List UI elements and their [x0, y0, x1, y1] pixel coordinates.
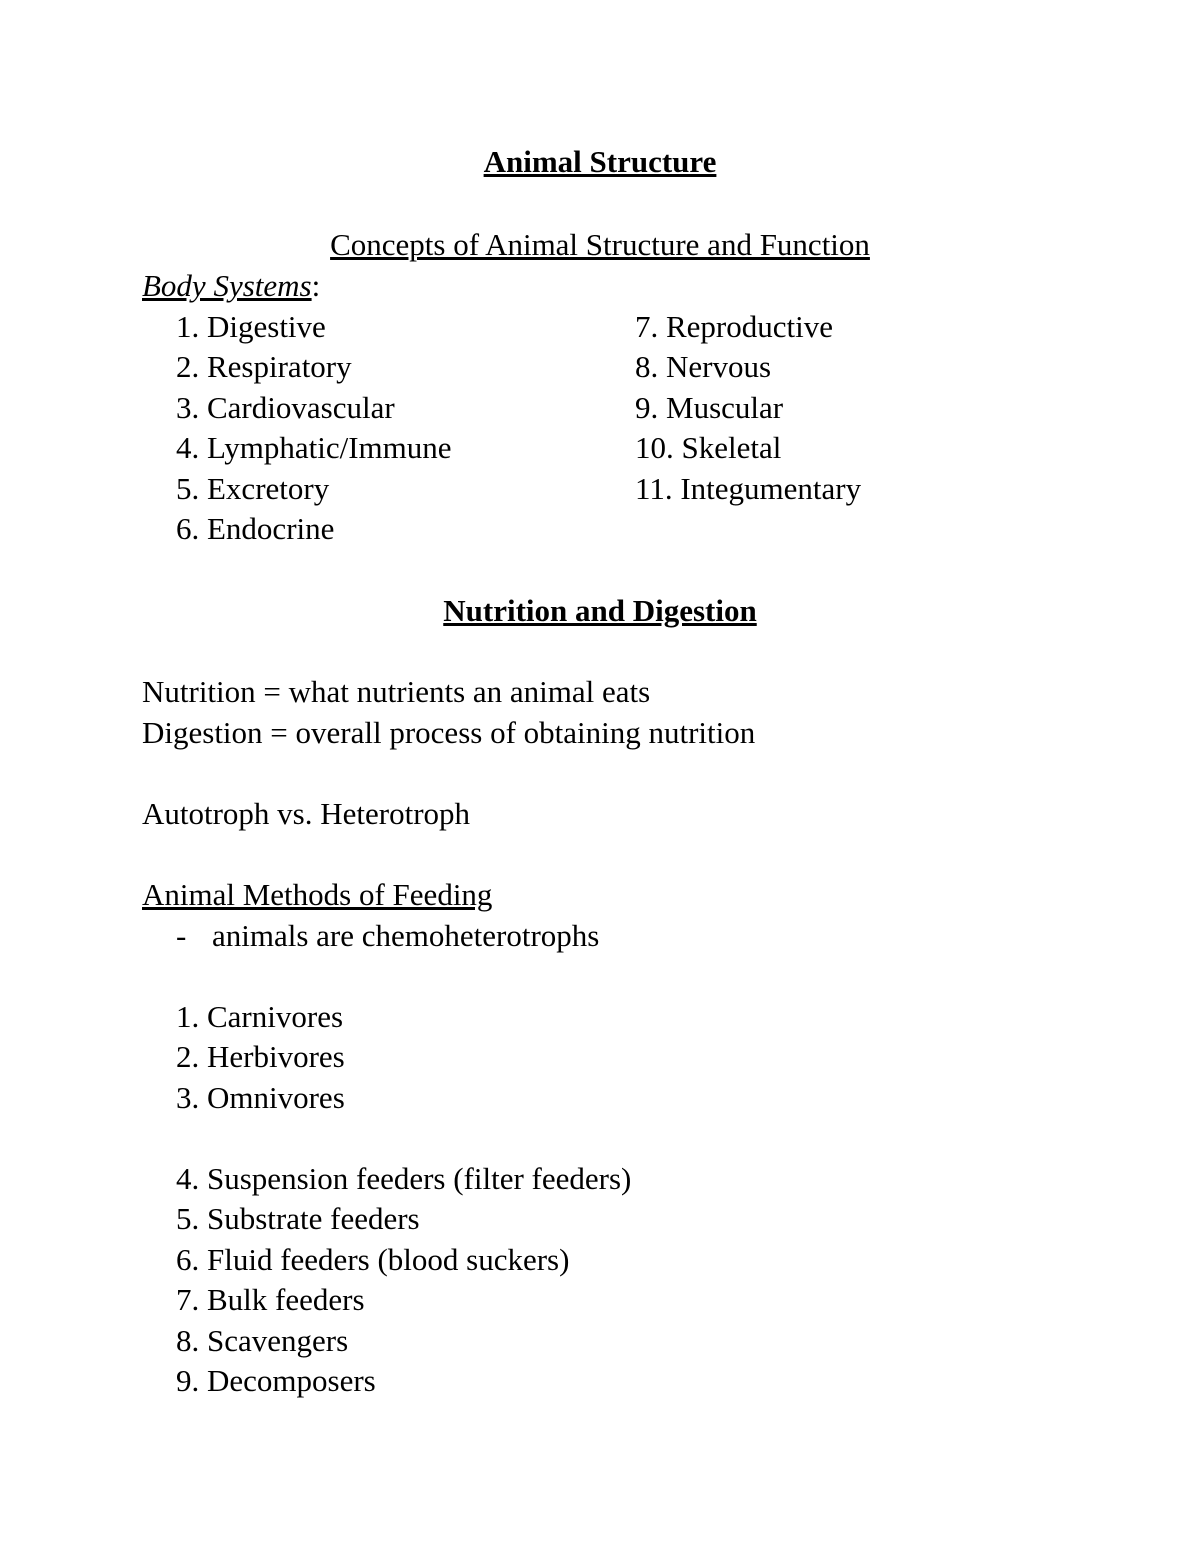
body-system-item: 5. Excretory	[176, 471, 330, 506]
feeding-item: 4. Suspension feeders (filter feeders)	[176, 1161, 632, 1196]
feeding-methods-heading: Animal Methods of Feeding	[142, 877, 493, 912]
body-systems-label	[142, 270, 320, 301]
definition-digestion: Digestion = overall process of obtaining nutrition	[142, 715, 756, 750]
body-system-item: 3. Cardiovascular	[176, 390, 395, 425]
feeding-item: 3. Omnivores	[176, 1080, 345, 1115]
body-system-item: 2. Respiratory	[176, 349, 352, 384]
body-system-item: 7. Reproductive	[635, 309, 834, 344]
feeding-item: 5. Substrate feeders	[176, 1201, 420, 1236]
bullet-text: animals are chemoheterotrophs	[212, 918, 600, 953]
body-system-item: 4. Lymphatic/Immune	[176, 430, 452, 465]
section-heading-nutrition: Nutrition and Digestion	[443, 593, 757, 628]
section-heading-concepts: Concepts of Animal Structure and Function	[330, 227, 870, 262]
body-systems-text: Body Systems	[142, 268, 312, 303]
body-systems-colon: :	[311, 268, 321, 303]
body-system-item: 11. Integumentary	[635, 471, 862, 506]
page-title: Animal Structure	[483, 144, 717, 179]
feeding-item: 9. Decomposers	[176, 1363, 376, 1398]
autotroph-comparison: Autotroph vs. Heterotroph	[142, 796, 471, 831]
feeding-item: 2. Herbivores	[176, 1039, 345, 1074]
body-system-item: 8. Nervous	[635, 349, 772, 384]
body-system-item: 1. Digestive	[176, 309, 326, 344]
feeding-item: 1. Carnivores	[176, 999, 344, 1034]
bullet-dash: -	[176, 918, 187, 953]
feeding-item: 7. Bulk feeders	[176, 1282, 365, 1317]
body-system-item: 10. Skeletal	[635, 430, 782, 465]
definition-nutrition: Nutrition = what nutrients an animal eats	[142, 674, 651, 709]
feeding-item: 8. Scavengers	[176, 1323, 349, 1358]
feeding-item: 6. Fluid feeders (blood suckers)	[176, 1242, 570, 1277]
body-system-item: 9. Muscular	[635, 390, 784, 425]
body-system-item: 6. Endocrine	[176, 511, 335, 546]
